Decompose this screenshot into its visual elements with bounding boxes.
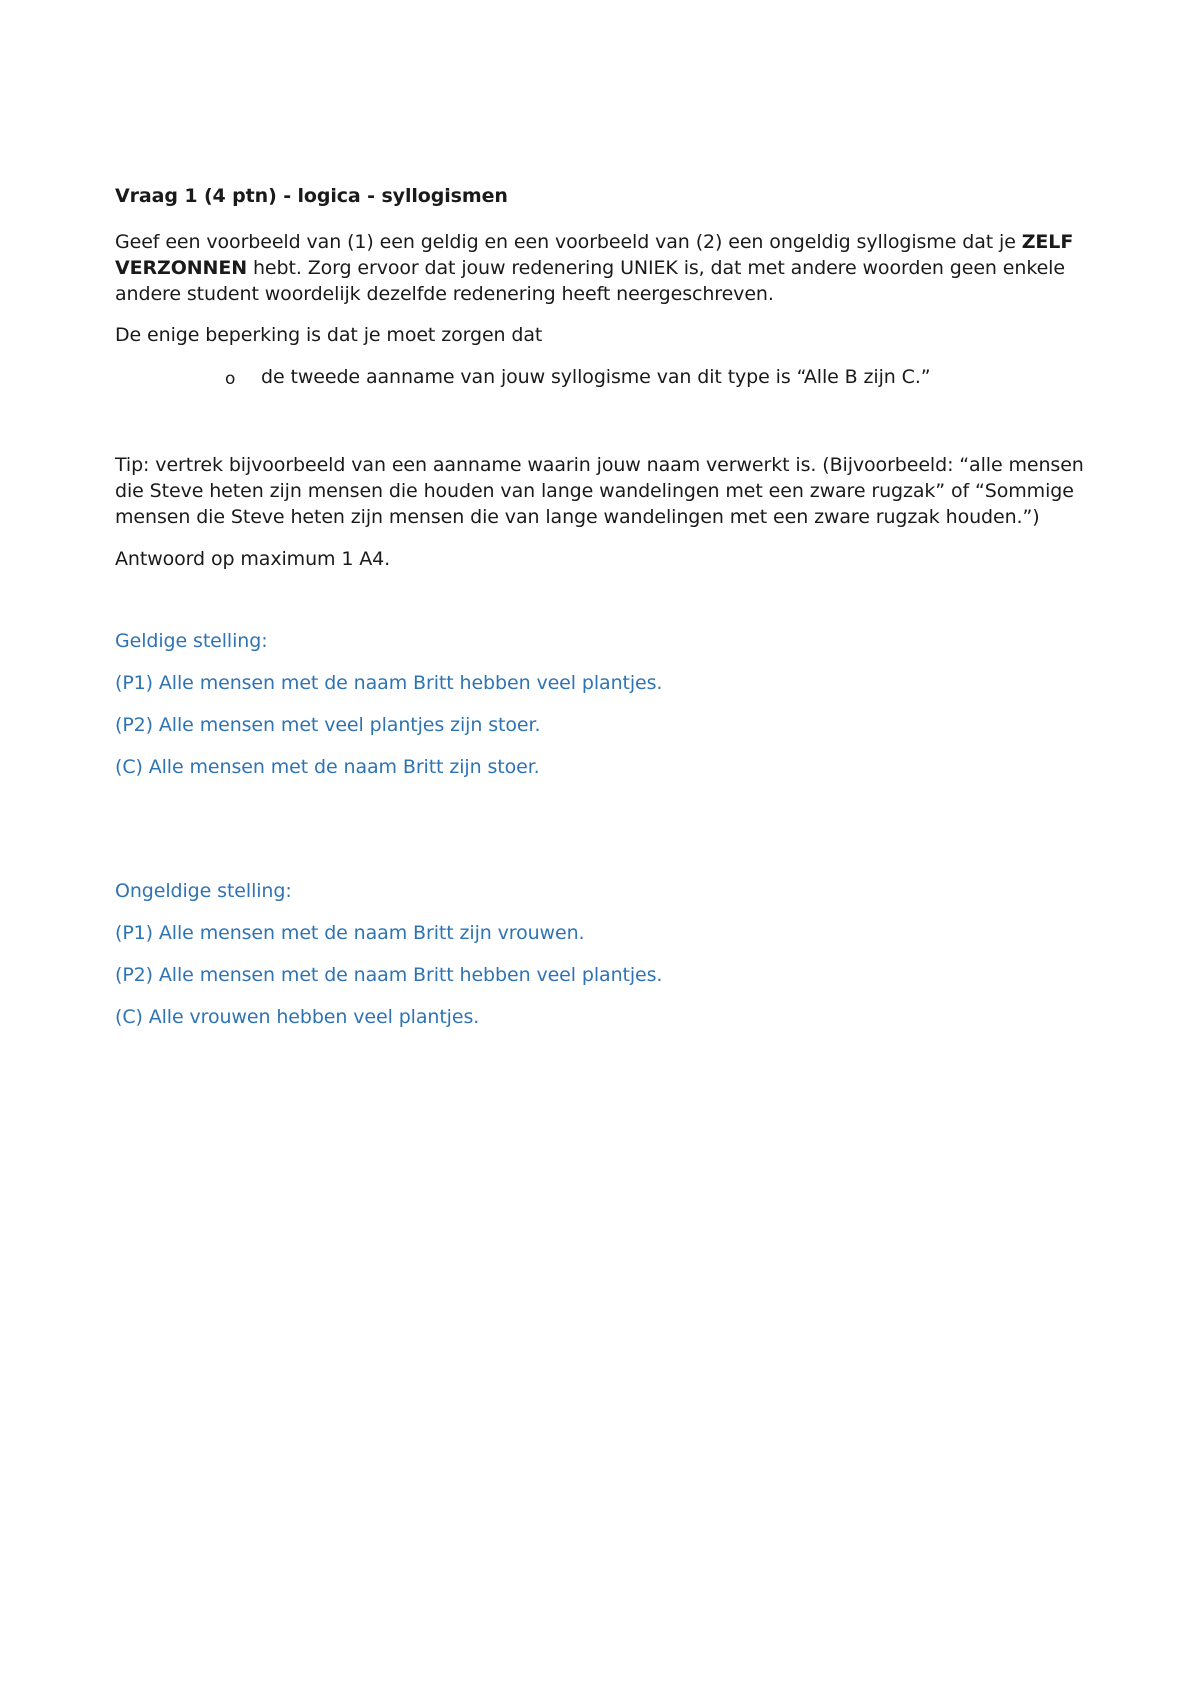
question-intro: [115, 229, 1100, 307]
valid-syllogism: [115, 628, 1100, 780]
intro-bold-text: ZELF VERZONNEN: [115, 231, 1074, 279]
tip-text: Tip: vertrek bijvoorbeeld van een aanname waarin jouw naam verwerkt is. (Bijvoorbeeld: “alle mensen die Steve heten zijn mensen die houden van lange wandelingen met een zware rugzak” of “Sommige mensen die Steve heten zijn mensen die van lange wandelingen met een zware rugzak houden.”): [115, 454, 1084, 528]
bullet-item: [115, 364, 1100, 390]
invalid-syllogism: [115, 878, 1100, 1030]
constraint-text: De enige beperking is dat je moet zorgen dat: [115, 324, 543, 346]
valid-premise-1: (P1) Alle mensen met de naam Britt hebben veel plantjes.: [115, 672, 663, 694]
intro-text-1: Geef een voorbeeld van (1) een geldig en een voorbeeld van (2) een ongeldig syllogisme dat je: [115, 231, 1022, 253]
invalid-premise-2: (P2) Alle mensen met de naam Britt hebben veel plantjes.: [115, 964, 663, 986]
circle-bullet-icon: o: [225, 369, 236, 389]
bullet-text: de tweede aanname van jouw syllogisme van dit type is “Alle B zijn C.”: [261, 366, 931, 388]
question-title: Vraag 1 (4 ptn) - logica - syllogismen: [115, 185, 508, 207]
valid-premise-2: (P2) Alle mensen met veel plantjes zijn stoer.: [115, 714, 541, 736]
answer-limit-text: Antwoord op maximum 1 A4.: [115, 548, 391, 570]
invalid-conclusion: (C) Alle vrouwen hebben veel plantjes.: [115, 1006, 480, 1028]
intro-text-2: hebt. Zorg ervoor dat jouw redenering UNIEK is, dat met andere woorden geen enkele andere student woordelijk dezelfde redenering heeft neergeschreven.: [115, 257, 1065, 305]
valid-conclusion: (C) Alle mensen met de naam Britt zijn stoer.: [115, 756, 540, 778]
invalid-premise-1: (P1) Alle mensen met de naam Britt zijn vrouwen.: [115, 922, 585, 944]
valid-heading: Geldige stelling:: [115, 630, 268, 652]
invalid-heading: Ongeldige stelling:: [115, 880, 292, 902]
